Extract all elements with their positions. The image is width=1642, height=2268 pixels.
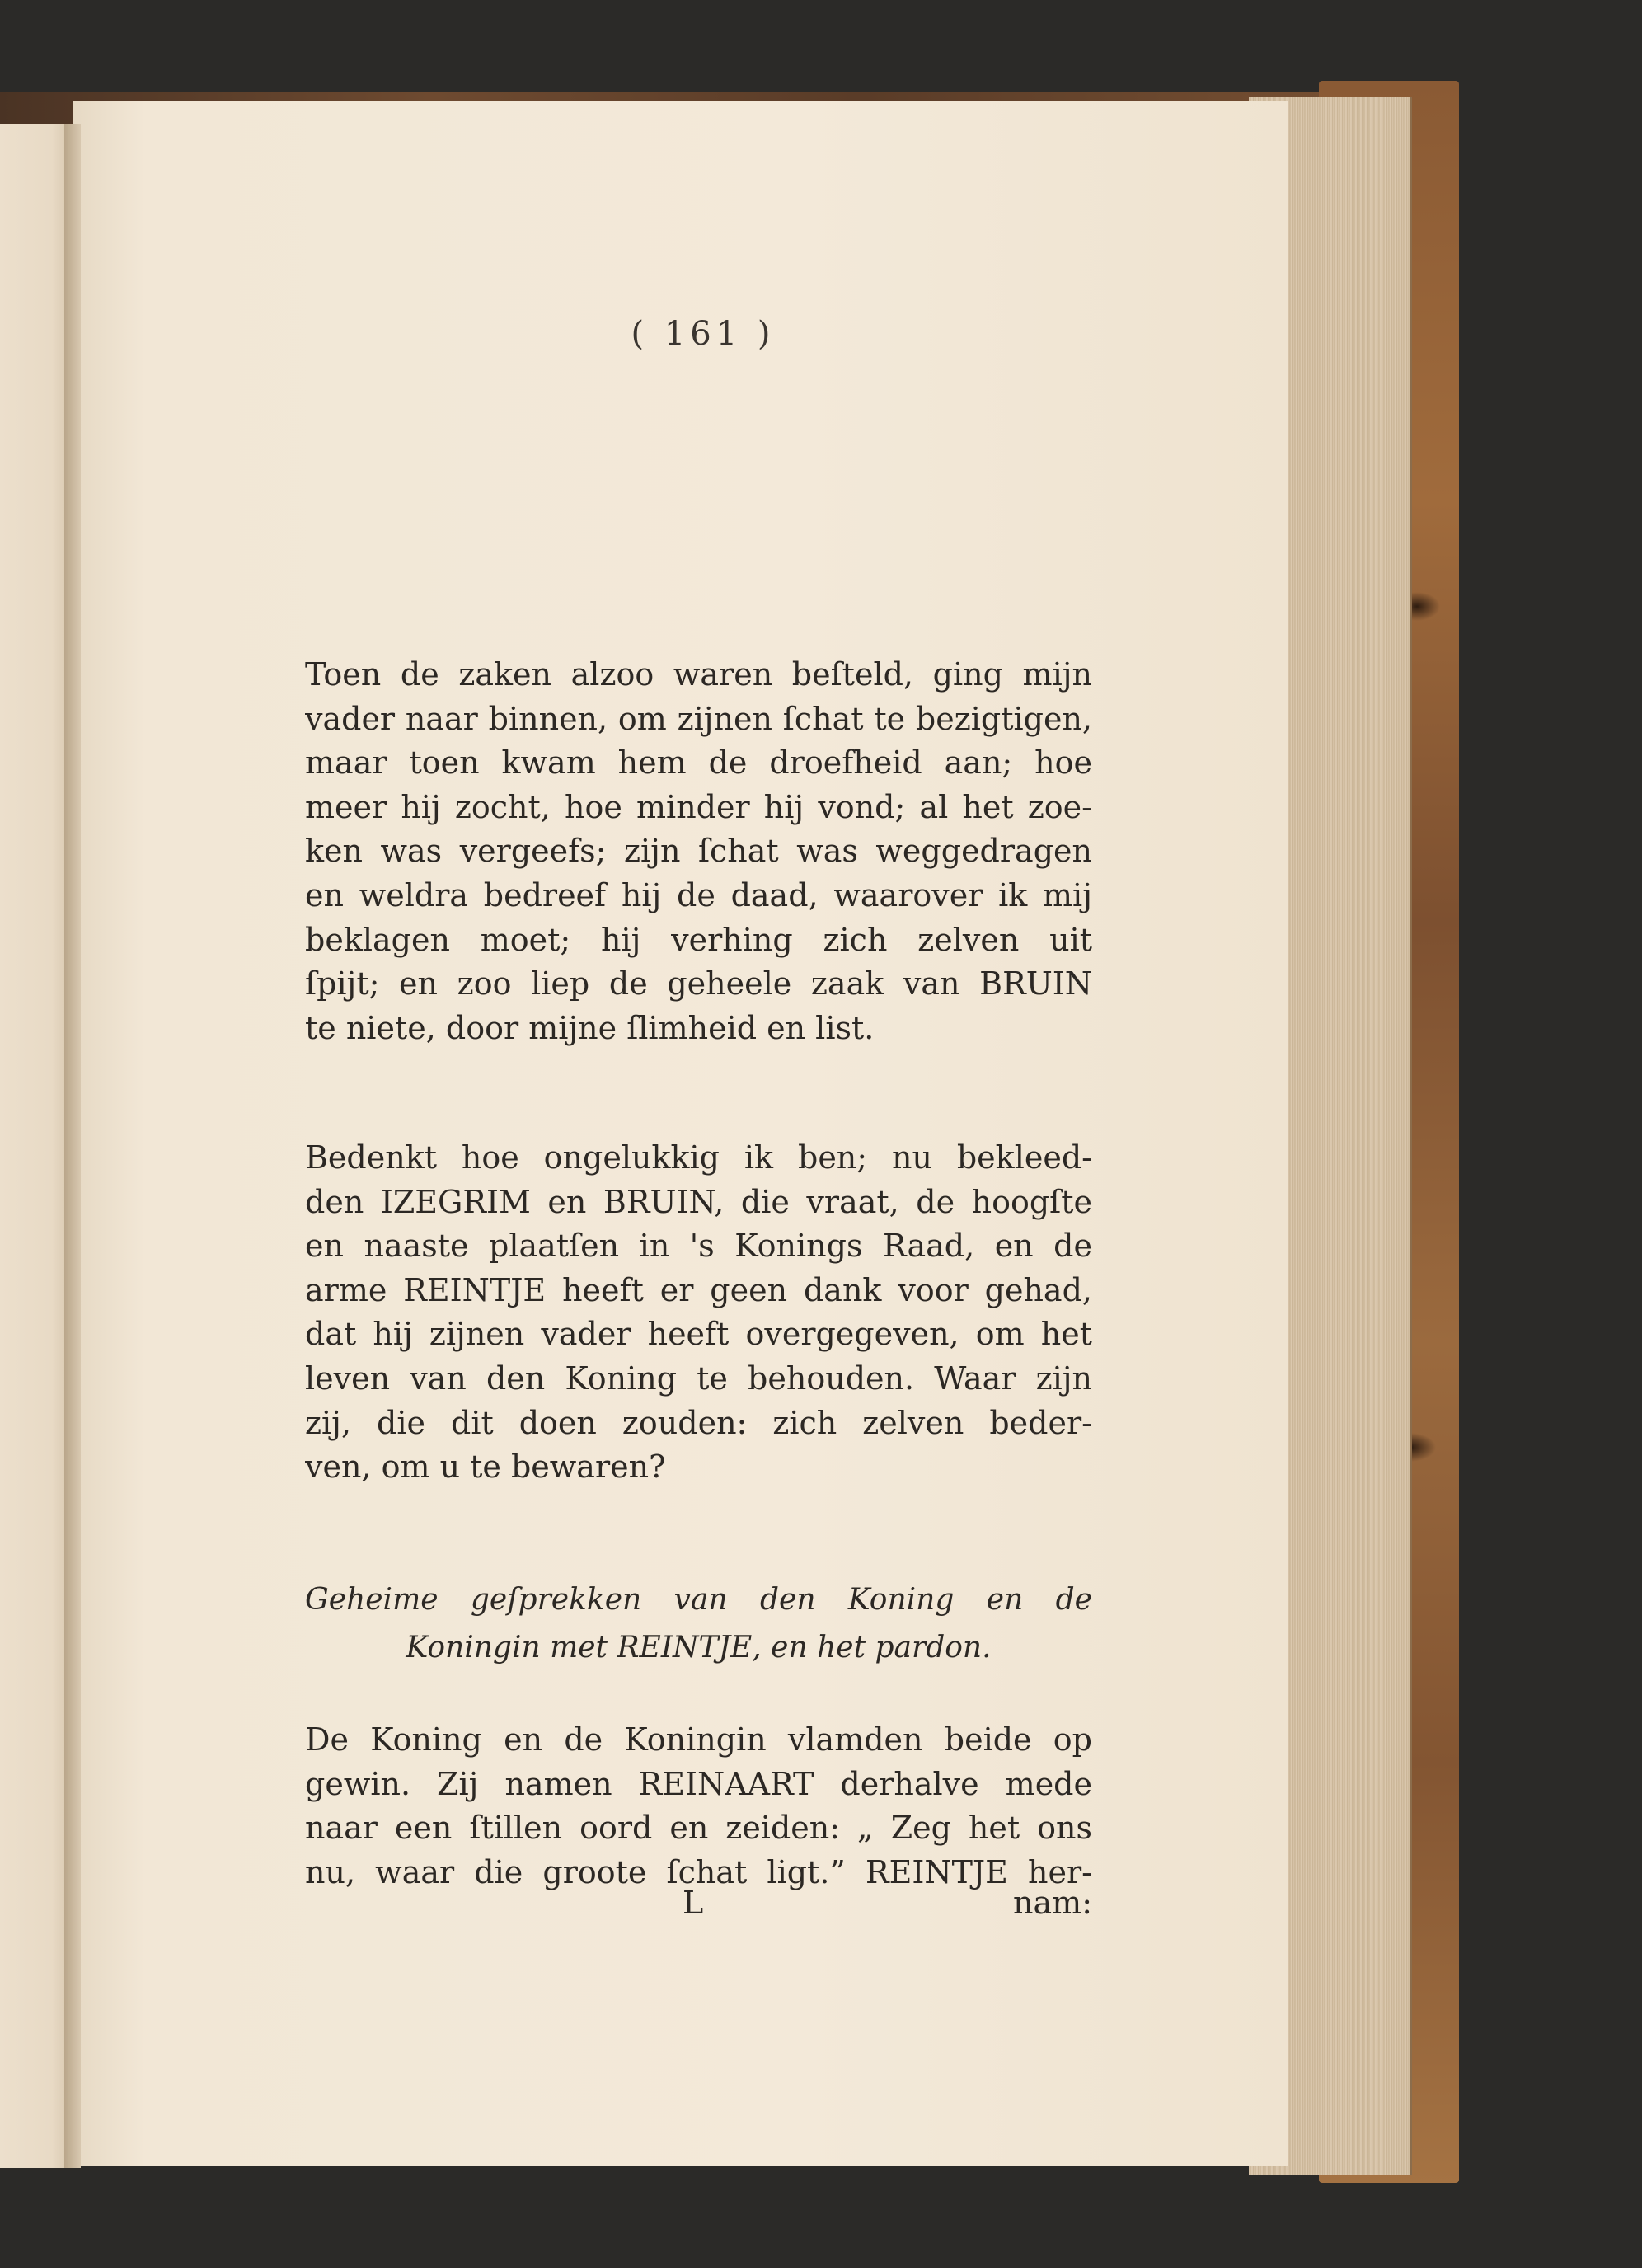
text-line: ſpijt; en zoo liep de geheele zaak van BRUIN [305, 965, 1092, 1003]
text-line: ken was vergeefs; zijn ſchat was weggedragen [305, 833, 1092, 870]
text-line: en naaste plaatſen in 's Konings Raad, en de [305, 1228, 1092, 1265]
text-line: en weldra bedreef hij de daad, waarover ik mij [305, 876, 1092, 913]
recto-page [73, 101, 1288, 2166]
text-line: meer hij zocht, hoe minder hij vond; al het zoe- [305, 788, 1092, 825]
paragraph-3 [305, 1718, 1092, 1895]
text-line: De Koning en de Koningin vlamden beide op [305, 1721, 1092, 1758]
text-line: gewin. Zij namen REINAART derhalve mede [305, 1765, 1092, 1802]
text-line: nu, waar die groote ſchat ligt.” REINTJE her- [305, 1853, 1092, 1890]
text-line: Toen de zaken alzoo waren beſteld, ging mijn [305, 656, 1092, 693]
text-line: vader naar binnen, om zijnen ſchat te bezigtigen, [305, 700, 1092, 737]
heading-line: Koningin met REINTJE, en het pardon. [406, 1631, 992, 1665]
text-line: arme REINTJE heeft er geen dank voor gehad, [305, 1271, 1092, 1308]
heading-line: Geheime geſprekken van den Koning en de [305, 1583, 1092, 1617]
text-line: leven van den Koning te behouden. Waar zijn [305, 1359, 1092, 1397]
text-line: den IZEGRIM en BRUIN, die vraat, de hoogſte [305, 1183, 1092, 1220]
text-line: Bedenkt hoe ongelukkig ik ben; nu bekleed- [305, 1139, 1092, 1176]
page-gutter [64, 124, 81, 2168]
paragraph-2 [305, 1136, 1092, 1490]
section-heading [305, 1576, 1092, 1672]
text-line: ven, om u te bewaren? [305, 1449, 666, 1486]
text-line: maar toen kwam hem de droefheid aan; hoe [305, 744, 1092, 782]
catchword: nam: [1013, 1885, 1092, 1921]
text-line: dat hij zijnen vader heeft overgegeven, om het [305, 1316, 1092, 1353]
left-facing-page [0, 124, 74, 2168]
text-line: naar een ſtillen oord en zeiden: „ Zeg het ons [305, 1810, 1092, 1847]
text-line: beklagen moet; hij verhing zich zelven uit [305, 921, 1092, 958]
page-number: ( 161 ) [631, 315, 776, 353]
signature-mark: L [683, 1885, 704, 1921]
text-line: zij, die dit doen zouden: zich zelven beder- [305, 1404, 1092, 1441]
text-line: te niete, door mijne ſlimheid en list. [305, 1009, 875, 1046]
paragraph-1 [305, 653, 1092, 1050]
